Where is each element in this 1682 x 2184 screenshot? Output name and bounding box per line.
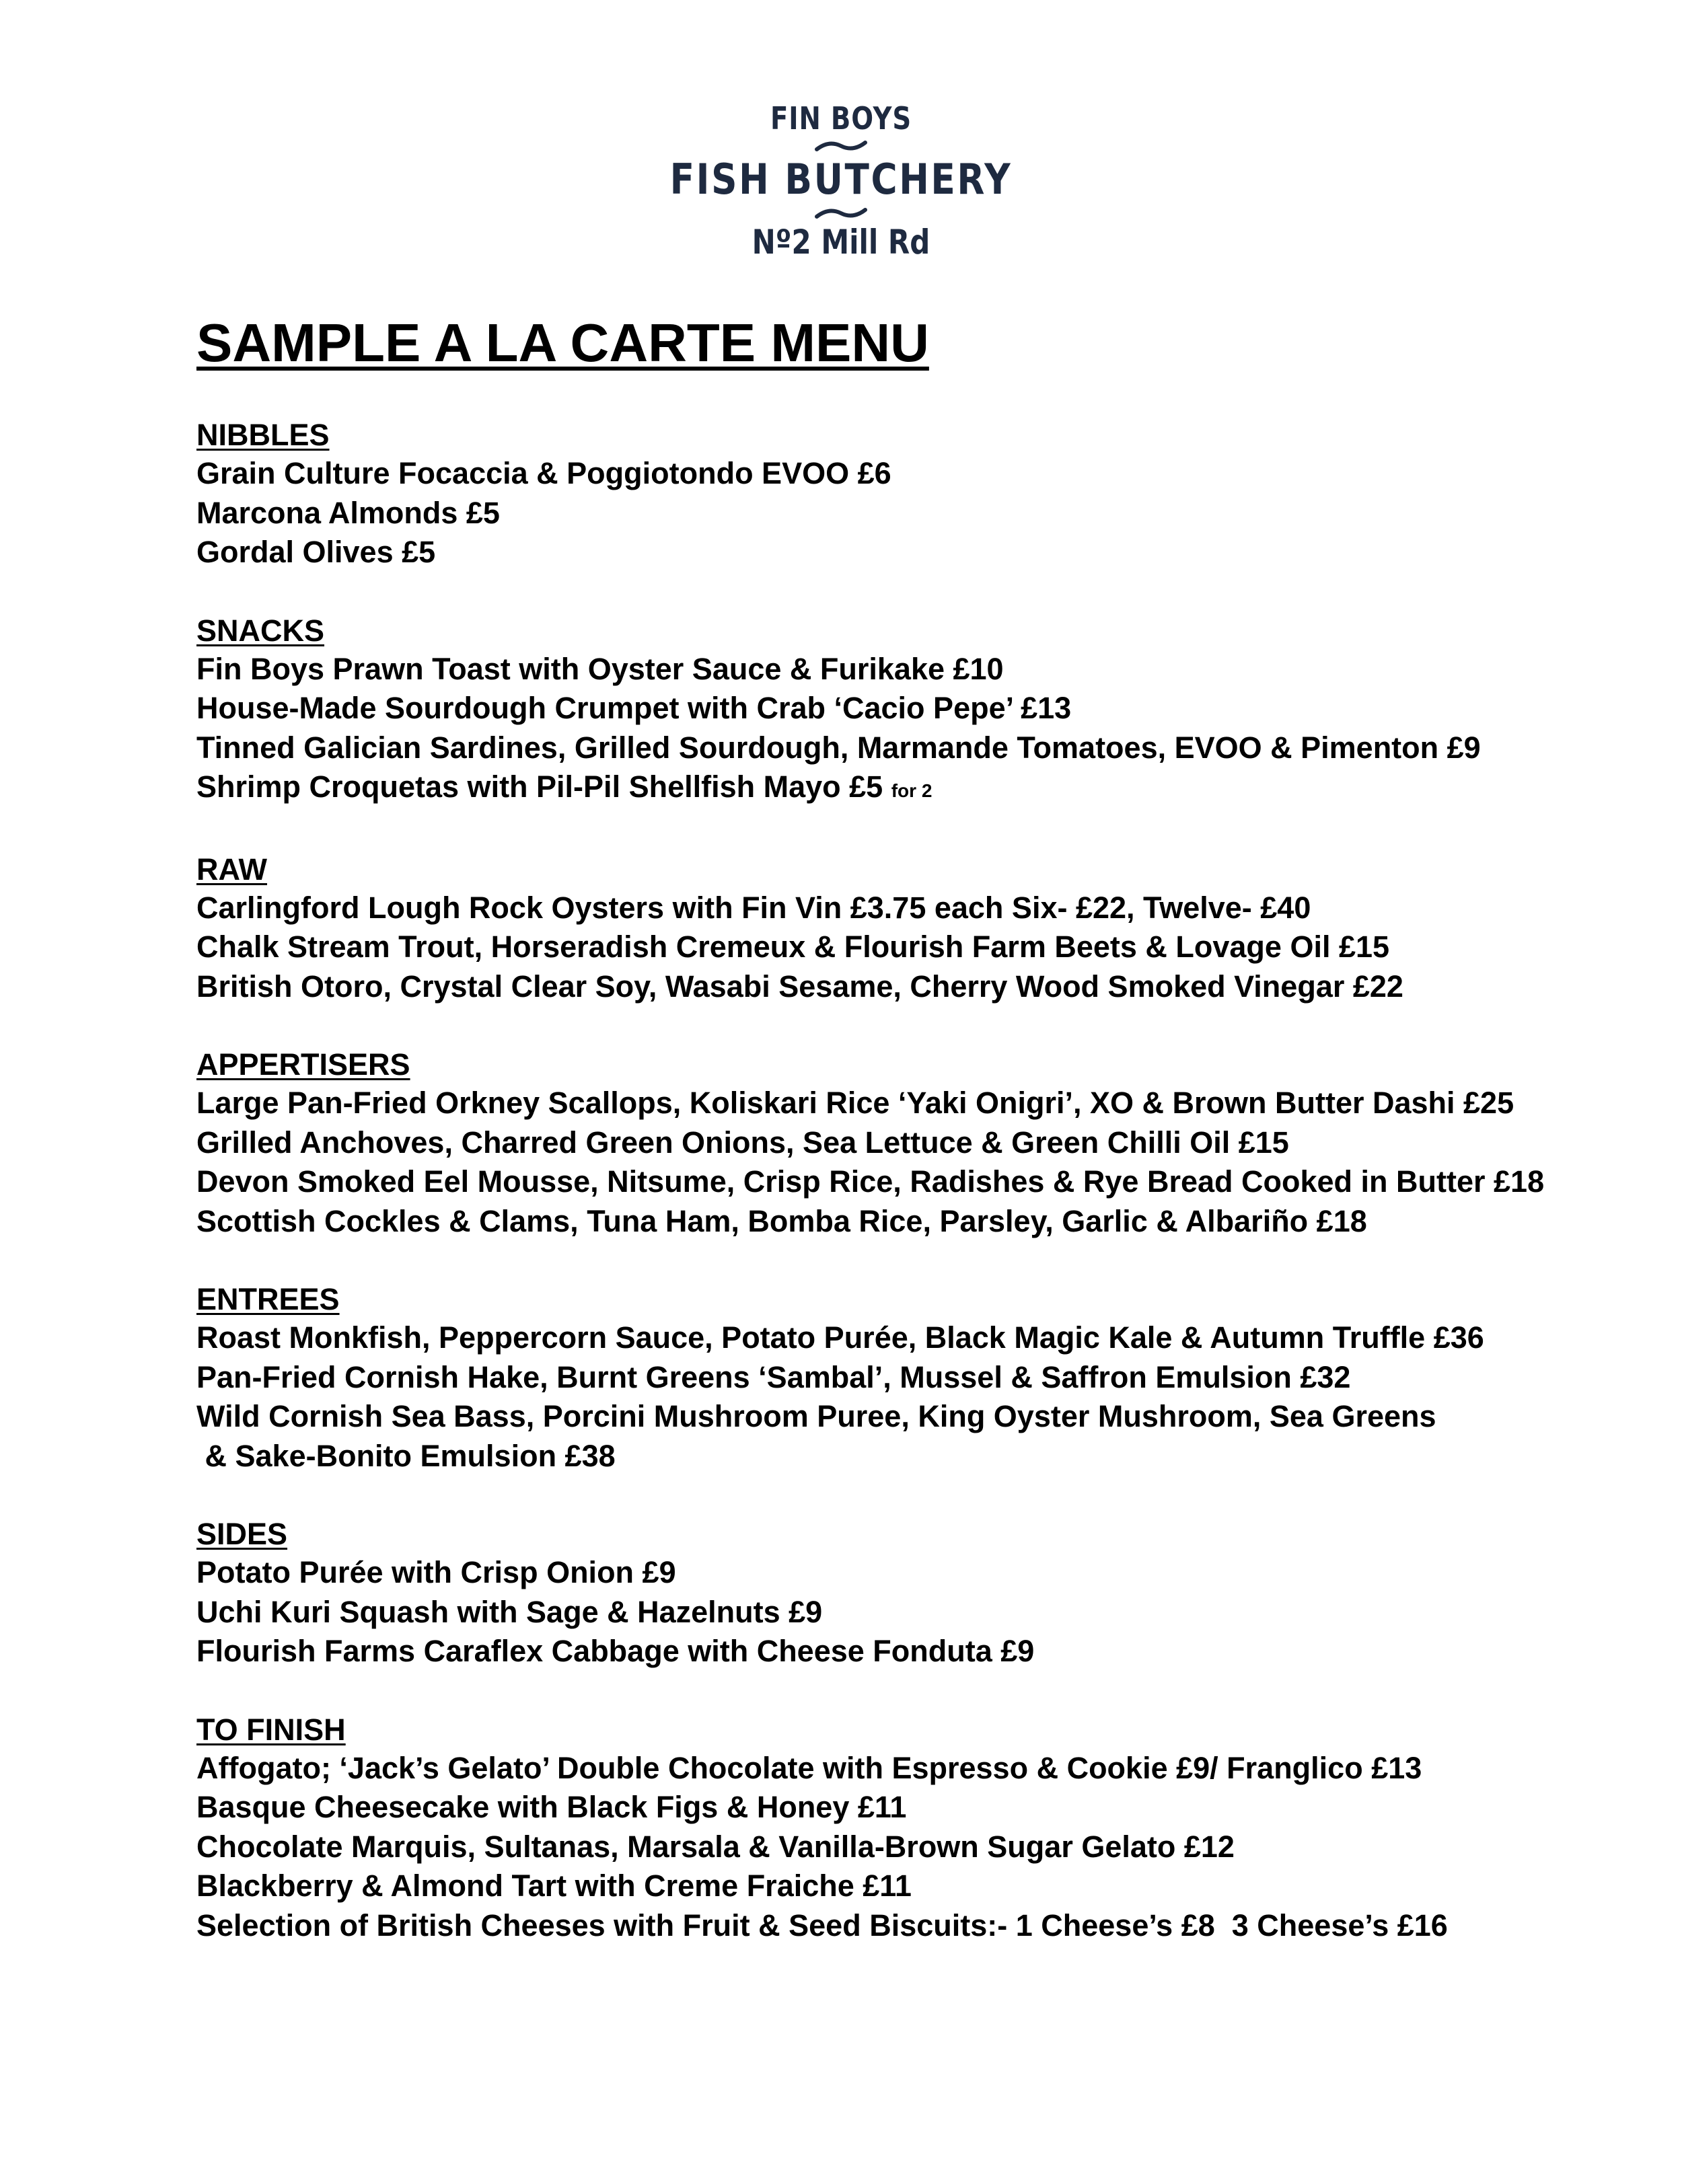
menu-item: Large Pan-Fried Orkney Scallops, Koliskari Rice ‘Yaki Onigri’, XO & Brown Butter Dashi £25: [196, 1086, 1514, 1120]
menu-item: Tinned Galician Sardines, Grilled Sourdough, Marmande Tomatoes, EVOO & Pimenton £9: [196, 730, 1481, 765]
section-title: SIDES: [196, 1517, 288, 1551]
menu-item: Potato Purée with Crisp Onion £9: [196, 1555, 676, 1589]
menu-item: House-Made Sourdough Crumpet with Crab ‘Cacio Pepe’ £13: [196, 691, 1072, 725]
menu-item: Marcona Almonds £5: [196, 495, 500, 530]
menu-item: Basque Cheesecake with Black Figs & Honey £11: [196, 1790, 907, 1824]
section-appertisers: [196, 1045, 1643, 1241]
menu-item: Fin Boys Prawn Toast with Oyster Sauce & Furikake £10: [196, 651, 1004, 686]
menu: [196, 311, 1643, 1984]
menu-item: Grilled Anchoves, Charred Green Onions, Sea Lettuce & Green Chilli Oil £15: [196, 1125, 1289, 1160]
menu-item: British Otoro, Crystal Clear Soy, Wasabi Sesame, Cherry Wood Smoked Vinegar £22: [196, 969, 1403, 1004]
wave-divider-icon: [814, 206, 868, 221]
menu-item: Blackberry & Almond Tart with Creme Fraiche £11: [196, 1869, 912, 1903]
menu-item: Grain Culture Focaccia & Poggiotondo EVOO £6: [196, 456, 891, 490]
section-title: SNACKS: [196, 613, 325, 648]
menu-item: Devon Smoked Eel Mousse, Nitsume, Crisp Rice, Radishes & Rye Bread Cooked in Butter £18: [196, 1164, 1545, 1199]
logo-line-fish-butchery: FISH BUTCHERY: [669, 155, 1013, 204]
section-snacks: [196, 611, 1643, 811]
menu-item: & Sake-Bonito Emulsion £38: [196, 1438, 616, 1473]
restaurant-logo: [0, 101, 1682, 261]
section-title: APPERTISERS: [196, 1047, 410, 1082]
menu-title: SAMPLE A LA CARTE MENU: [196, 313, 929, 373]
menu-item-text: Shrimp Croquetas with Pil-Pil Shellfish Mayo £5: [196, 769, 883, 804]
menu-item: Uchi Kuri Squash with Sage & Hazelnuts £9: [196, 1594, 823, 1629]
menu-item: Carlingford Lough Rock Oysters with Fin Vin £3.75 each Six- £22, Twelve- £40: [196, 890, 1311, 925]
menu-item-note: for 2: [891, 780, 933, 801]
menu-item: Pan-Fried Cornish Hake, Burnt Greens ‘Sambal’, Mussel & Saffron Emulsion £32: [196, 1359, 1351, 1394]
section-nibbles: [196, 416, 1643, 572]
section-title: ENTREES: [196, 1282, 340, 1316]
wave-divider-icon: [814, 139, 868, 153]
logo-line-fin-boys: FIN BOYS: [770, 100, 912, 137]
section-sides: [196, 1515, 1643, 1671]
menu-item: Roast Monkfish, Peppercorn Sauce, Potato Purée, Black Magic Kale & Autumn Truffle £36: [196, 1320, 1484, 1355]
section-raw: [196, 850, 1643, 1007]
menu-item: Wild Cornish Sea Bass, Porcini Mushroom Puree, King Oyster Mushroom, Sea Greens: [196, 1399, 1436, 1433]
section-title: NIBBLES: [196, 418, 330, 452]
menu-item: [196, 767, 1643, 811]
menu-item: Flourish Farms Caraflex Cabbage with Cheese Fonduta £9: [196, 1634, 1035, 1668]
menu-item: Gordal Olives £5: [196, 535, 436, 569]
logo-line-address: Nº2 Mill Rd: [752, 223, 930, 262]
section-to-finish: [196, 1710, 1643, 1946]
menu-item: Scottish Cockles & Clams, Tuna Ham, Bomba Rice, Parsley, Garlic & Albariño £18: [196, 1203, 1367, 1238]
section-entrees: [196, 1280, 1643, 1476]
menu-item: Chalk Stream Trout, Horseradish Cremeux & Flourish Farm Beets & Lovage Oil £15: [196, 930, 1390, 964]
menu-item: Selection of British Cheeses with Fruit & Seed Biscuits:- 1 Cheese’s £8 3 Cheese’s £16: [196, 1908, 1448, 1943]
menu-item: Chocolate Marquis, Sultanas, Marsala & Vanilla-Brown Sugar Gelato £12: [196, 1829, 1235, 1864]
section-title: TO FINISH: [196, 1712, 346, 1747]
menu-item: Affogato; ‘Jack’s Gelato’ Double Chocolate with Espresso & Cookie £9/ Franglico £13: [196, 1750, 1422, 1785]
section-title: RAW: [196, 852, 267, 887]
